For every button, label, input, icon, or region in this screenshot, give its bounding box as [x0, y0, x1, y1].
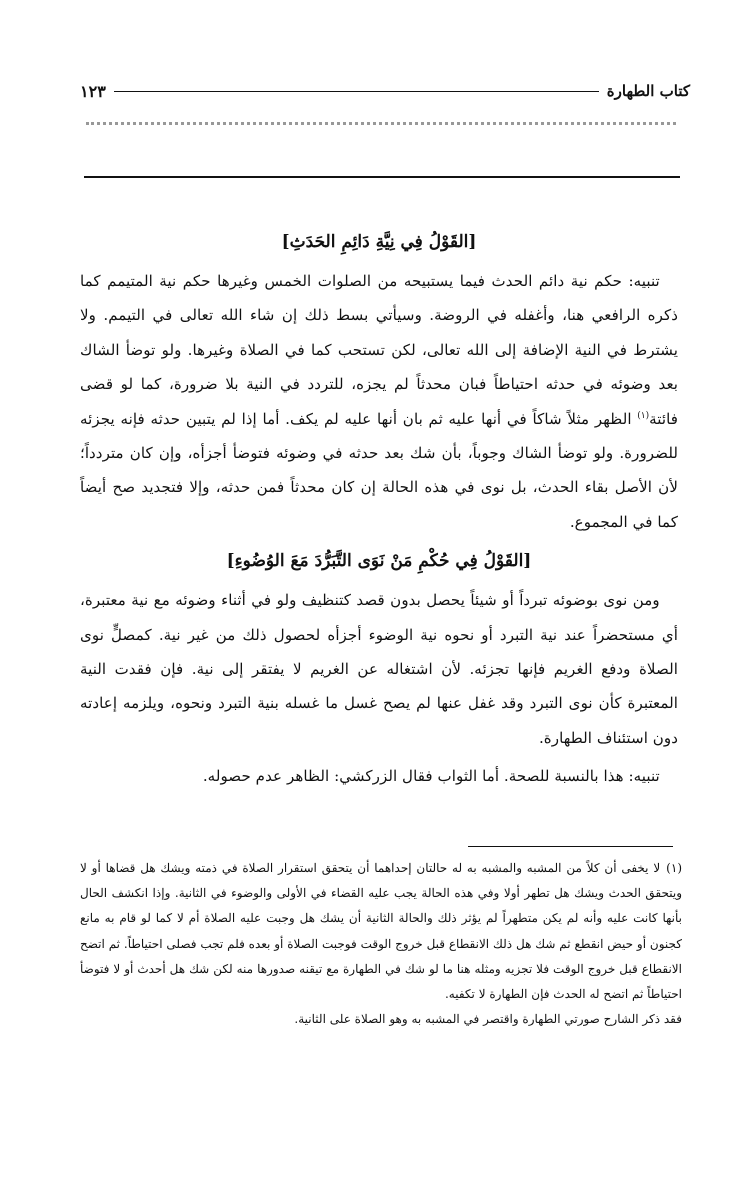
footnote-last-line: فقد ذكر الشارح صورتي الطهارة واقتصر في المشبه به وهو الصلاة على الثانية.	[294, 1012, 682, 1027]
paragraph-cooling-intention: ومن نوى بوضوئه تبرداً أو شيئاً يحصل بدون قصد كتنظيف ولو في أثناء وضوئه مع نية معتبرة، أي مستحضراً عند نية التبرد أو نحوه نية الوضوء أجزأه لحصول ذلك من غير نية. كمصلٍّ نوى الصلاة ودفع الغريم فإنها تجزئه. لأن اشتغاله عن الغريم لا يفتقر إلى نية. فإن فقدت النية المعتبرة كأن نوى التبرد وقد غفل عنها لم يصح غسل ما غسله بنية التبرد ونحوه، ويلزمه إعادته دون استئناف الطهارة.	[80, 591, 678, 747]
section-heading-cooling-intention: [القَوْلُ فِي حُكْمِ مَنْ نَوَى التَّبَرُّدَ مَعَ الوُضُوءِ]	[226, 551, 532, 572]
top-divider	[84, 176, 680, 178]
footnote-marker: (١)	[666, 861, 682, 875]
page-number: ١٢٣	[80, 81, 106, 101]
footnote-reference: (١)	[637, 410, 650, 421]
paragraph-note: تنبيه: هذا بالنسبة للصحة. أما الثواب فقال الزركشي: الظاهر عدم حصوله.	[202, 767, 660, 786]
header-rule	[114, 91, 599, 92]
book-title: كتاب الطهارة	[606, 82, 690, 100]
paragraph-chronic-impurity	[80, 264, 678, 539]
paragraph-text-continued: الظهر مثلاً شاكاً في أنها عليه ثم بان أنها عليه لم يكف. أما إذا لم يتبين حدثه فإنه يجزئه للضرورة. ولو توضأ الشاك وجوباً، بأن شك بعد حدثه في وضوئه فتوضأ أجزأه، وإن كان متردداً؛ لأن الأصل بقاء الحدث، بل نوى في هذه الحالة إن كان محدثاً فمن حدثه، وإلا فتجديد صح أيضاً كما في المجموع.	[80, 409, 678, 531]
section-heading-intention-chronic-impurity: [القَوْلُ فِي نِيَّةِ دَائِمِ الحَدَثِ]	[281, 232, 477, 252]
dotted-divider	[86, 122, 676, 139]
footnote-text: لا يخفى أن كلاً من المشبه والمشبه به له حالتان إحداهما أن يتحقق استقرار الصلاة في ذمته ويشك هل قضاها أو لا ويتحقق الحدث ويشك هل تطهر أولا وفي هذه الحالة يجب عليه القضاء في الأولى والوضوء في الثانية. وإذا انكشف الحال بأنها كانت عليه وأنه لم يكن متطهراً لم يؤثر ذلك والحالة الثانية أن يشك هل وجبت عليه الصلاة أم لا كما لو قام به مانع كجنون أو حيض انقطع ثم شك هل ذلك الانقطاع قبل خروج الوقت فوجبت الصلاة أو بعده فلم تجب فصلى احتياطاً. ثم اتضح الانقطاع قبل خروج الوقت فلا تجزيه ومثله هنا ما لو شك في الطهارة مع تيقنه صدورها منه لكن شك هل أحدث أو لا فتوضأ احتياطاً ثم اتضح له الحدث فإن الطهارة لا تكفيه.	[80, 861, 682, 1002]
footnote-separator	[468, 846, 673, 847]
paragraph-text: تنبيه: حكم نية دائم الحدث فيما يستبيحه من الصلوات الخمس وغيرها حكم نية المتيمم كما ذكره الرافعي هنا، وأغفله في الروضة. وسيأتي بسط ذلك إن شاء الله تعالى في التيمم. ولا يشترط في النية الإضافة إلى الله تعالى، لكن تستحب كما في الصلاة وغيرها. ولو توضأ الشاك بعد وضوئه في حدثه احتياطاً فبان محدثاً لم يجزه، للتردد في النية بلا ضرورة، كما لو قضى فائتة	[80, 272, 678, 428]
footnote-item	[80, 856, 682, 1007]
main-text	[80, 220, 678, 794]
running-header	[80, 78, 690, 104]
footnotes	[80, 856, 682, 1032]
